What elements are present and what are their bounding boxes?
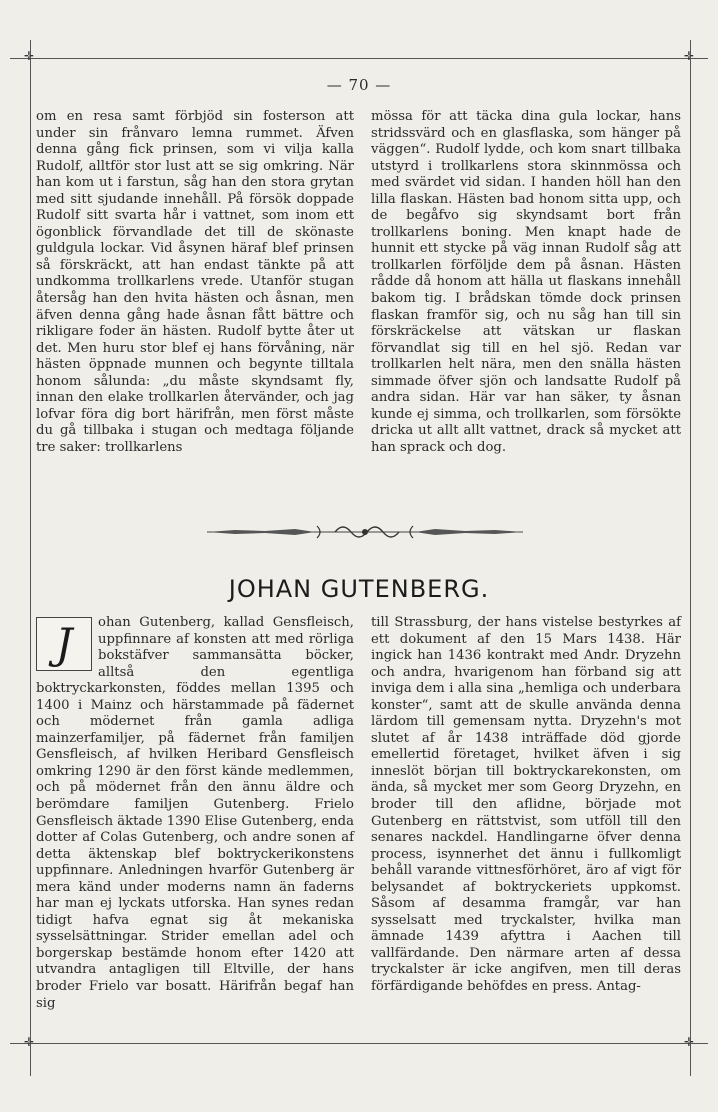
bottom-frame-rule xyxy=(10,1043,708,1044)
crop-mark-icon: ✛ xyxy=(24,1035,35,1049)
crop-mark-icon: ✛ xyxy=(24,49,35,63)
dropcap-letter: J xyxy=(55,619,73,668)
article-title: JOHAN GUTENBERG. xyxy=(228,575,490,603)
right-frame-rule xyxy=(690,40,691,1076)
dropcap-initial xyxy=(36,617,92,671)
paragraph: till Strassburg, der hans vistelse bestyrkes af ett dokument af den 15 Mars 1438. Här ingick han 1436 kontrakt med Andr. Dryzehn och andra, hvarigenom han förband sig att inviga dem i alla sina „hemliga och underbara konster“, samt att de skulle använda denna lärdom till gemensam nytta. Dryzehn's mot slutet af år 1438 inträffade död gjorde emellertid företaget, hvilket äfven i sig inneslöt början till boktryckarekonsten, om ända, så mycket mer som Georg Dryzehn, en broder till den aflidne, började mot Gutenberg en rättstvist, som utföll till den senares nackdel. Handlingarne öfver denna process, isynnerhet det ännu i fullkomligt behåll varande vittnesförhöret, äro af vigt för belysandet af boktryckeriets uppkomst. Såsom af desamma framgår, var han sysselsatt med tryckalster, hvilka man ämnade 1439 afyttra i Aachen till vallfärdande. Den närmare arten af dessa tryckalster är icke angifven, men till deras förfärdigande behöfdes en press. Antag- xyxy=(371,615,681,995)
paragraph: om en resa samt förbjöd sin fosterson att under sin frånvaro lemna rummet. Äfven denna gång fick prinsen, som vi vilja kalla Rudolf, alltför stor lust att se sig omkring. När han kom ut i farstun, såg han den stora grytan med sitt sjudande innehåll. På försök doppade Rudolf sitt svarta hår i vattnet, som inom ett ögonblick förvandlade det till de skönaste guldgula lockar. Vid åsynen häraf blef prinsen så förskräckt, att han endast tänkte på att undkomma trollkarlens vrede. Utanför stugan återsåg han den hvita hästen och åsnan, men äfven denna gång hade åsnan fått bättre och rikligare foder än hästen. Rudolf bytte åter ut det. Men huru stor blef ej hans förvåning, när hästen öppnade munnen och begynte tilltala honom sålunda: „du måste skyndsamt fly, innan den elake trollkarlen återvänder, och jag lofvar föra dig bort härifrån, men först måste du gå tillbaka i stugan och medtaga följande tre saker: trollkarlens xyxy=(36,109,354,455)
story-column-right xyxy=(371,109,681,456)
decorative-rule-ornament-icon xyxy=(205,520,525,544)
crop-mark-icon: ✛ xyxy=(684,49,695,63)
top-frame-rule xyxy=(10,58,708,59)
story-column-left xyxy=(36,109,354,456)
paragraph: ohan Gutenberg, kallad Gensfleisch, uppfinnare af konsten att med rörliga bokstäfver sammansätta böcker, alltså den egentliga boktryckarkonsten, föddes mellan 1395 och 1400 i Mainz och härstammade på fädernet och mödernet från gamla adliga mainzerfamiljer, på fädernet från familjen Gensfleisch, af hvilken Heribard Gensfleisch omkring 1290 är den först kände medlemmen, och på mödernet från den ännu äldre och berömdare familjen Gutenberg. Frielo Gensfleisch äktade 1390 Elise Gutenberg, enda dotter af Colas Gutenberg, och andre sonen af detta äktenskap blef boktryckerikonstens uppfinnare. Anledningen hvarför Gutenberg är mera känd under moderns namn än faderns har man ej lyckats utforska. Han synes redan tidigt hafva egnat sig åt mekaniska sysselsättningar. Strider emellan adel och borgerskap bestämde honom efter 1420 att utvandra antagligen till Eltville, der hans broder Frielo var bosatt. Härifrån begaf han sig xyxy=(36,615,354,1011)
crop-mark-icon: ✛ xyxy=(684,1035,695,1049)
paragraph: mössa för att täcka dina gula lockar, hans stridssvärd och en glasflaska, som hänger på väggen“. Rudolf lydde, och kom snart tillbaka utstyrd i trollkarlens stora skinnmössa och med svärdet vid sidan. I handen höll han den lilla flaskan. Hästen bad honom sitta upp, och de begåfvo sig skyndsamt bort från trollkarlens boning. Men knapt hade de hunnit ett stycke på väg innan Rudolf såg att trollkarlen förföljde dem på åsnan. Hästen rådde då honom att hälla ut flaskans innehåll bakom tig. I brådskan tömde dock prinsen flaskan framför sig, och nu såg han till sin förskräckelse att vätskan ur flaskan förvandlat sig till en hel sjö. Redan var trollkarlen helt nära, men den snälla hästen simmade öfver sjön och landsatte Rudolf på andra sidan. Här var han säker, ty åsnan kunde ej simma, och trollkarlen, som försökte dricka ut allt allt vattnet, drack så mycket att han sprack och dog. xyxy=(371,109,681,455)
article-column-left xyxy=(36,615,354,1012)
article-column-right xyxy=(371,615,681,996)
page-number: — 70 — xyxy=(326,76,392,94)
left-frame-rule xyxy=(30,40,31,1076)
